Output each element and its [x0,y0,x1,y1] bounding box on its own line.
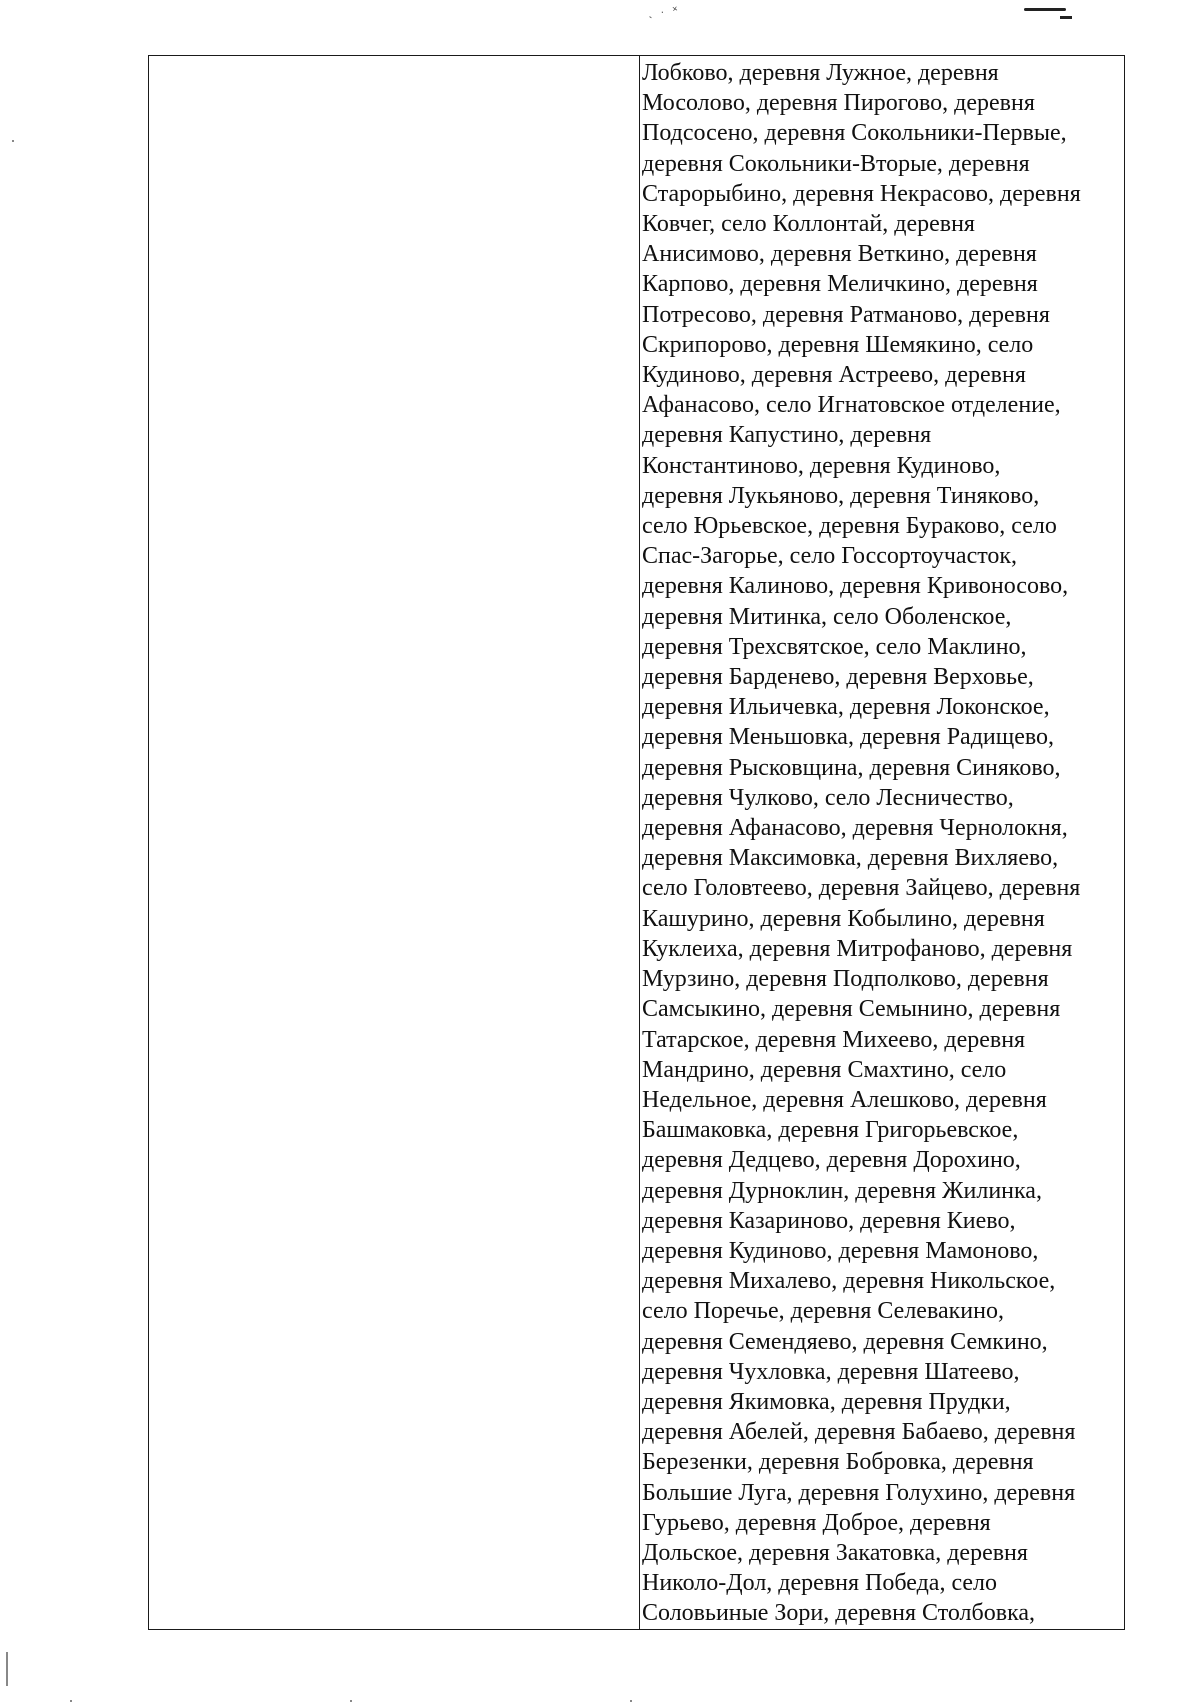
text-line: деревня Лукьяново, деревня Тиняково, [642,482,1040,509]
text-line: Большие Луга, деревня Голухино, деревня [642,1479,1076,1506]
scan-mark-dot [350,1700,352,1702]
scan-mark-left-bar [6,1652,8,1686]
text-line: Березенки, деревня Бобровка, деревня [642,1449,1034,1476]
text-line: деревня Якимовка, деревня Прудки, [642,1388,1011,1415]
text-line: деревня Барденево, деревня Верховье, [642,664,1034,691]
text-line: село Поречье, деревня Селевакино, [642,1298,1004,1325]
text-line: деревня Калиново, деревня Кривоносово, [642,573,1069,600]
text-line: деревня Капустино, деревня [642,422,932,449]
text-line: Мурзино, деревня Подполково, деревня [642,966,1049,993]
text-line: Афанасово, село Игнатовское отделение, [642,392,1061,419]
text-line: Лобково, деревня Лужное, деревня [642,60,999,86]
text-line: деревня Михалево, деревня Никольское, [642,1268,1056,1295]
scan-mark-dash-small [1060,16,1072,19]
scan-mark-dash [1024,8,1066,11]
text-line: деревня Чухловка, деревня Шатеево, [642,1358,1020,1385]
text-line: Мандрино, деревня Смахтино, село [642,1056,1007,1083]
table-cell-settlements [640,56,1125,1630]
text-line: Старорыбино, деревня Некрасово, деревня [642,180,1081,207]
text-line: Подсосено, деревня Сокольники-Первые, [642,120,1067,147]
text-line: Кудиново, деревня Астреево, деревня [642,362,1026,389]
text-line: Самсыкино, деревня Семынино, деревня [642,996,1061,1023]
text-line: деревня Ильичевка, деревня Локонское, [642,694,1050,721]
text-line: Кашурино, деревня Кобылино, деревня [642,905,1045,932]
table-row [149,56,1125,1630]
text-line: деревня Трехсвятское, село Маклино, [642,633,1027,660]
text-line: деревня Дедцево, деревня Дорохино, [642,1147,1021,1174]
scan-mark-dot [630,1700,632,1702]
text-line: Ковчег, село Коллонтай, деревня [642,211,975,238]
text-line: Потресово, деревня Ратманово, деревня [642,301,1050,328]
text-line: Дольское, деревня Закатовка, деревня [642,1539,1028,1566]
text-line: село Головтеево, деревня Зайцево, деревня [642,875,1081,902]
text-line: деревня Казариново, деревня Киево, [642,1207,1016,1234]
settlements-list [642,58,1122,1629]
text-line: Карпово, деревня Меличкино, деревня [642,271,1038,298]
table-cell-left-empty [149,56,640,1630]
text-line: деревня Афанасово, деревня Чернолокня, [642,815,1068,842]
text-line: Куклеиха, деревня Митрофаново, деревня [642,935,1073,962]
scan-mark-dot [70,1700,72,1702]
text-line: Мосолово, деревня Пирогово, деревня [642,90,1035,117]
text-line: деревня Семендяево, деревня Семкино, [642,1328,1048,1355]
text-line: Скрипорово, деревня Шемякино, село [642,331,1034,358]
text-line: Татарское, деревня Михеево, деревня [642,1026,1026,1053]
text-line: Гурьево, деревня Доброе, деревня [642,1509,991,1536]
text-line: деревня Меньшовка, деревня Радищево, [642,724,1055,751]
text-line: деревня Сокольники-Вторые, деревня [642,150,1030,177]
text-line: Николо-Дол, деревня Победа, село [642,1570,998,1597]
text-line: деревня Абелей, деревня Бабаево, деревня [642,1419,1076,1446]
text-line: деревня Дурноклин, деревня Жилинка, [642,1177,1042,1204]
text-line: Спас-Загорье, село Госсортоучасток, [642,543,1018,570]
text-line: Соловьиные Зори, деревня Столбовка, [642,1600,1036,1627]
text-line: Анисимово, деревня Веткино, деревня [642,241,1037,268]
text-line: деревня Рысковщина, деревня Синяково, [642,754,1061,781]
text-line: деревня Максимовка, деревня Вихляево, [642,845,1059,872]
scan-mark-dot [12,140,14,142]
text-line: Недельное, деревня Алешково, деревня [642,1086,1047,1113]
document-table [148,55,1125,1630]
text-line: Башмаковка, деревня Григорьевское, [642,1117,1019,1144]
text-line: деревня Чулково, село Лесничество, [642,784,1014,811]
text-line: деревня Митинка, село Оболенское, [642,603,1012,630]
text-line: Константиново, деревня Кудиново, [642,452,1001,479]
scan-mark-top: ˴ ˑ ˟ [646,3,682,23]
text-line: деревня Кудиново, деревня Мамоново, [642,1237,1039,1264]
text-line: село Юрьевское, деревня Бураково, село [642,513,1057,540]
